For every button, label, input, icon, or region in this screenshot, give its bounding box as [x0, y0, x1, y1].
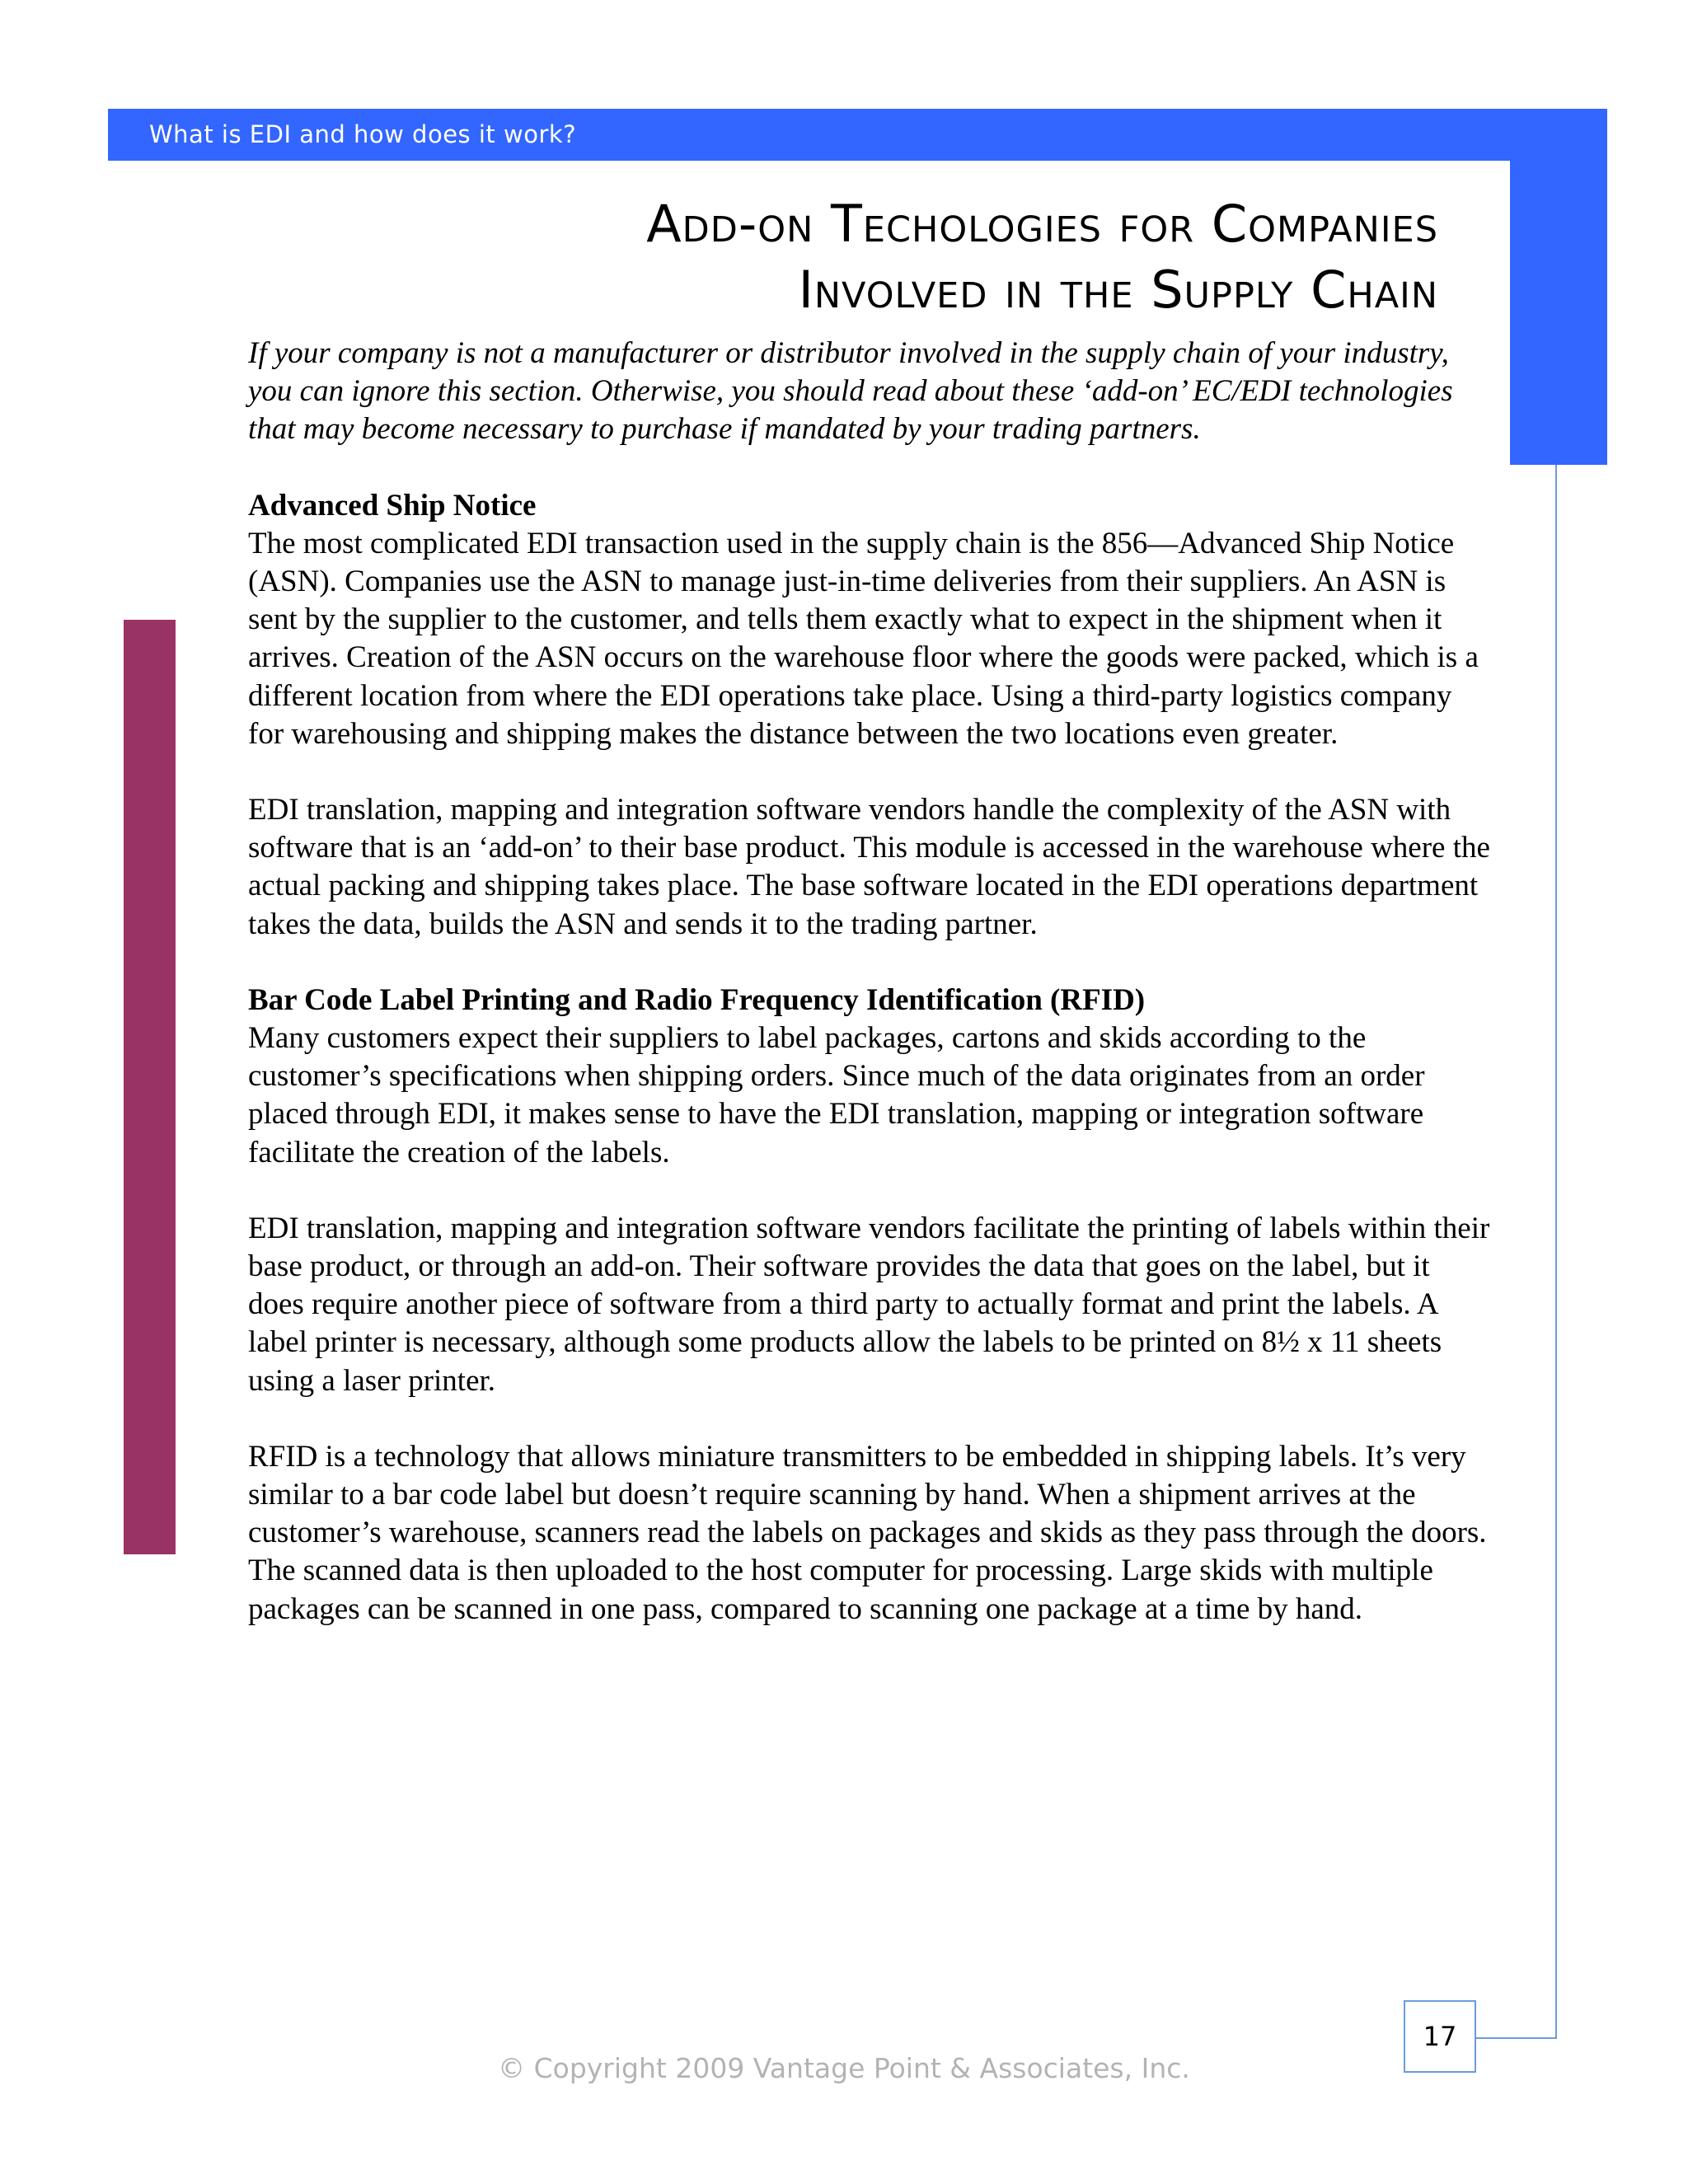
copyright-footer: © Copyright 2009 Vantage Point & Associates, Inc. — [498, 2052, 1190, 2084]
paragraph: EDI translation, mapping and integration software vendors facilitate the printing of labels within their base product, or through an add-on. Their software provides the data that goes on the label, but it does require another piece of software from a third party to actually format and print the labels. A label printer is necessary, although some products allow the labels to be printed on 8½ x 11 sheets using a laser printer. — [248, 1211, 1490, 1398]
paragraph: Many customers expect their suppliers to label packages, cartons and skids according to the customer’s specifications when shipping orders. Since much of the data originates from an order placed through EDI, it makes sense to have the EDI translation, mapping or integration software facilitate the creation of the labels. — [248, 1021, 1425, 1169]
corner-accent-block — [1510, 109, 1607, 465]
section-heading-rfid: Bar Code Label Printing and Radio Frequency Identification (RFID) — [248, 982, 1146, 1017]
paragraph: The most complicated EDI transaction used in the supply chain is the 856—Advanced Ship Notice (ASN). Companies use the ASN to manage just-in-time deliveries from their suppliers. An ASN is sent by the supplier to the customer, and tells them exactly what to expect in the shipment when it arrives. Creation of the ASN occurs on the warehouse floor where the goods were packed, which is a different location from where the EDI operations take place. Using a third-party logistics company for warehousing and shipping makes the distance between the two locations even greater. — [248, 526, 1479, 751]
page-number: 17 — [1404, 2000, 1476, 2073]
margin-rule-vertical — [1555, 465, 1557, 2039]
section-heading-asn: Advanced Ship Notice — [248, 488, 537, 523]
paragraph: RFID is a technology that allows miniature transmitters to be embedded in shipping labels. It’s very similar to a bar code label but doesn’t require scanning by hand. When a shipment arrives at the customer’s warehouse, scanners read the labels on packages and skids as they pass through the doors. The scanned data is then uploaded to the host computer for processing. Large skids with multiple packages can be scanned in one pass, compared to scanning one package at a time by hand. — [248, 1439, 1487, 1626]
page-title-line-1: Add-on Techologies for Companies — [646, 194, 1438, 254]
intro-paragraph: If your company is not a manufacturer or distributor involved in the supply chain of your industry, you can ignore this section. Otherwise, you should read about these ‘add-on’ EC/EDI technologies that may become necessary to purchase if mandated by your trading partners. — [248, 336, 1453, 447]
page-title — [495, 191, 1438, 323]
paragraph: EDI translation, mapping and integration software vendors handle the complexity of the ASN with software that is an ‘add-on’ to their base product. This module is accessed in the warehouse where the actual packing and shipping takes place. The base software located in the EDI operations department takes the data, builds the ASN and sends it to the trading partner. — [248, 793, 1490, 941]
margin-rule-horizontal — [1475, 2037, 1557, 2039]
page-title-line-2: Involved in the Supply Chain — [798, 260, 1438, 320]
sidebar-accent-bar — [124, 620, 176, 1554]
section-title: What is EDI and how does it work? — [149, 120, 577, 148]
article-body — [248, 335, 1493, 1666]
